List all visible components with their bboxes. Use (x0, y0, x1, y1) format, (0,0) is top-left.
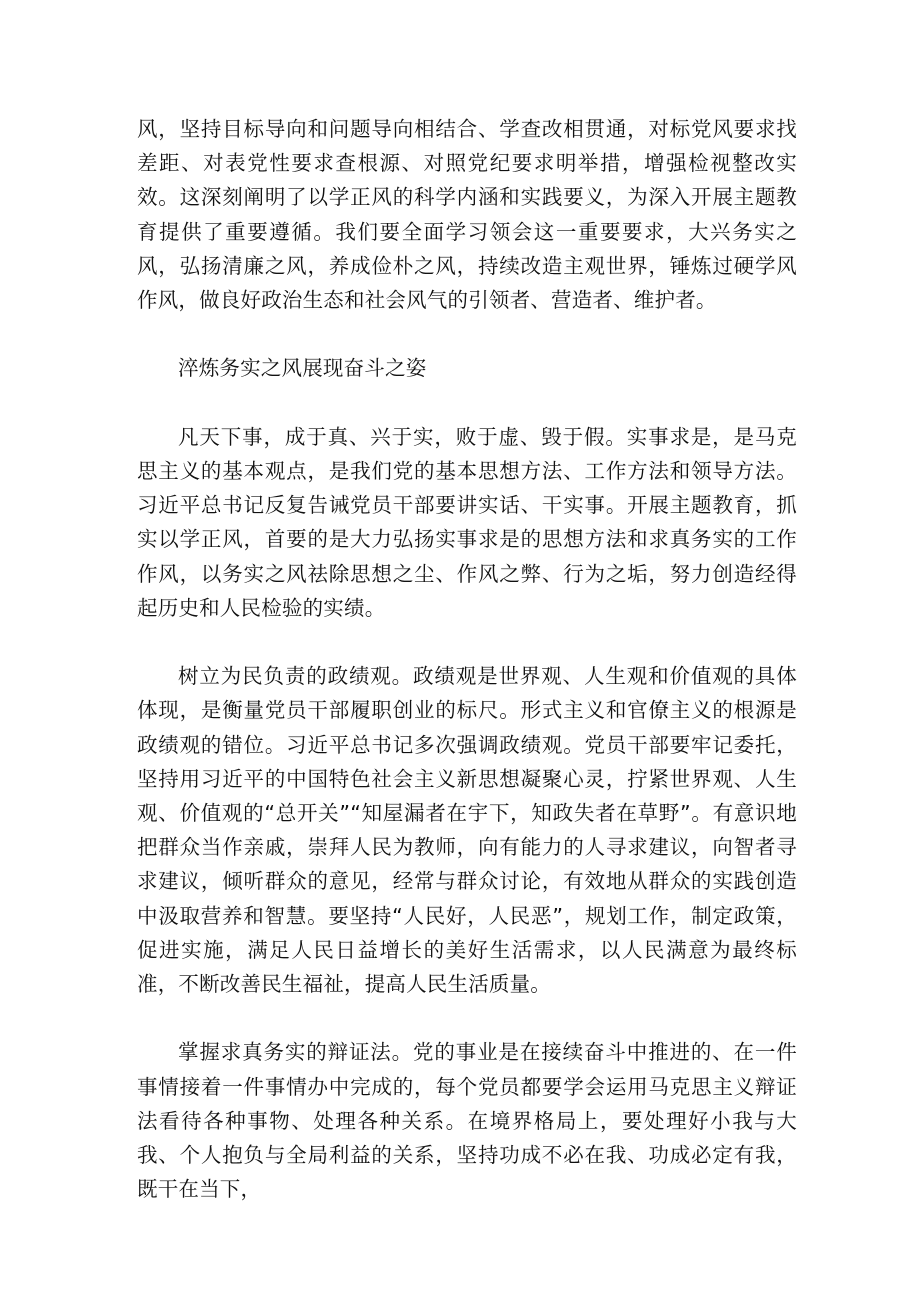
document-body (137, 112, 797, 1241)
paragraph-performance-view: 树立为民负责的政绩观。政绩观是世界观、人生观和价值观的具体体现，是衡量党员干部履职创业的标尺。形式主义和官僚主义的根源是政绩观的错位。习近平总书记多次强调政绩观。党员干部要牢记委托，坚持用习近平的中国特色社会主义新思想凝聚心灵，拧紧世界观、人生观、价值观的“总开关”“知屋漏者在宇下，知政失者在草野”。有意识地把群众当作亲戚，崇拜人民为教师，向有能力的人寻求建议，向智者寻求建议，倾听群众的意见，经常与群众讨论，有效地从群众的实践创造中汲取营养和智慧。要坚持“人民好，人民恶”，规划工作，制定政策，促进实施，满足人民日益增长的美好生活需求，以人民满意为最终标准，不断改善民生福祉，提高人民生活质量。 (137, 664, 797, 997)
section-heading: 淬炼务实之风展现奋斗之姿 (178, 356, 427, 381)
paragraph-continuation: 风，坚持目标导向和问题导向相结合、学查改相贯通，对标党风要求找差距、对表党性要求查根源、对照党纪要求明举措，增强检视整改实效。这深刻阐明了以学正风的科学内涵和实践要义，为深入开展主题教育提供了重要遵循。我们要全面学习领会这一重要要求，大兴务实之风，弘扬清廉之风，养成俭朴之风，持续改造主观世界，锤炼过硬学风作风，做良好政治生态和社会风气的引领者、营造者、维护者。 (137, 117, 797, 313)
paragraph-dialectics: 掌握求真务实的辩证法。党的事业是在接续奋斗中推进的、在一件事情接着一件事情办中完成的，每个党员都要学会运用马克思主义辩证法看待各种事物、处理各种关系。在境界格局上，要处理好小我与大我、个人抱负与全局利益的关系，坚持功成不必在我、功成必定有我，既干在当下， (137, 1040, 797, 1202)
paragraph-intro: 凡天下事，成于真、兴于实，败于虚、毁于假。实事求是，是马克思主义的基本观点，是我们党的基本思想方法、工作方法和领导方法。习近平总书记反复告诫党员干部要讲实话、干实事。开展主题教育，抓实以学正风，首要的是大力弘扬实事求是的思想方法和求真务实的工作作风，以务实之风祛除思想之尘、作风之弊、行为之垢，努力创造经得起历史和人民检验的实绩。 (137, 424, 797, 620)
